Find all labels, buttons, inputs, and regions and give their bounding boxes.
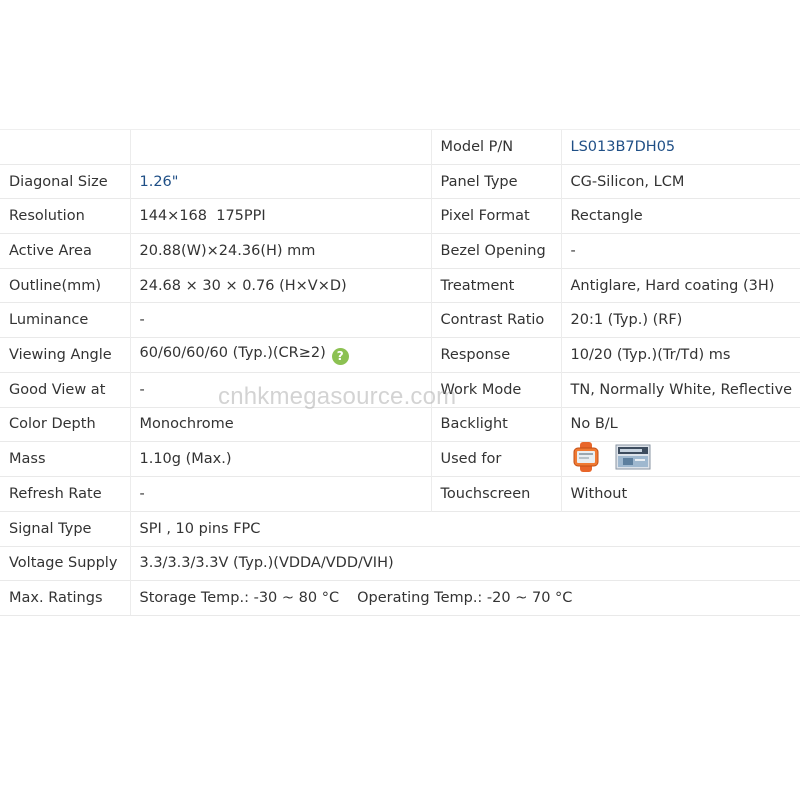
spec-label: Color Depth <box>0 407 130 442</box>
spec-value: 24.68 × 30 × 0.76 (H×V×D) <box>130 268 431 303</box>
help-icon[interactable]: ? <box>332 348 349 365</box>
spec-label: Bezel Opening <box>431 234 561 269</box>
smartwatch-icon[interactable] <box>571 442 601 476</box>
table-row <box>0 164 800 199</box>
table-row <box>0 511 800 546</box>
diagonal-size-link[interactable]: 1.26" <box>130 164 431 199</box>
spec-label: Panel Type <box>431 164 561 199</box>
table-row <box>0 477 800 512</box>
spec-value: - <box>130 303 431 338</box>
table-row <box>0 581 800 616</box>
spec-value: Rectangle <box>561 199 800 234</box>
spec-label: Max. Ratings <box>0 581 130 616</box>
spec-value: 20.88(W)×24.36(H) mm <box>130 234 431 269</box>
spec-value: 3.3/3.3/3.3V (Typ.)(VDDA/VDD/VIH) <box>130 546 800 581</box>
model-pn-link[interactable]: LS013B7DH05 <box>561 130 800 165</box>
spec-table <box>0 129 800 616</box>
table-row <box>0 199 800 234</box>
spec-value: Without <box>561 477 800 512</box>
spec-value: - <box>130 477 431 512</box>
spec-label: Outline(mm) <box>0 268 130 303</box>
spec-value-cell <box>130 581 800 616</box>
spec-label: Used for <box>431 442 561 477</box>
spec-value: 144×168 175PPI <box>130 199 431 234</box>
watermark: cnhkmegasource.com <box>218 383 457 410</box>
spec-value: 60/60/60/60 (Typ.)(CR≥2) <box>139 344 326 361</box>
spec-value: SPI , 10 pins FPC <box>130 511 800 546</box>
spec-label-empty <box>0 130 130 165</box>
spec-label: Response <box>431 338 561 373</box>
spec-label: Good View at <box>0 372 130 407</box>
spec-label: Pixel Format <box>431 199 561 234</box>
table-row <box>0 234 800 269</box>
spec-value: - <box>130 372 431 407</box>
spec-label: Diagonal Size <box>0 164 130 199</box>
spec-label: Backlight <box>431 407 561 442</box>
spec-value: 1.10g (Max.) <box>130 442 431 477</box>
spec-value: 20:1 (Typ.) (RF) <box>561 303 800 338</box>
spec-label: Contrast Ratio <box>431 303 561 338</box>
spec-label: Touchscreen <box>431 477 561 512</box>
spec-value-empty <box>130 130 431 165</box>
spec-label: Treatment <box>431 268 561 303</box>
table-row <box>0 303 800 338</box>
spec-label: Active Area <box>0 234 130 269</box>
spec-value-cell <box>130 338 431 373</box>
table-row <box>0 338 800 373</box>
spec-value: TN, Normally White, Reflective <box>561 372 800 407</box>
table-row <box>0 407 800 442</box>
spec-label: Model P/N <box>431 130 561 165</box>
spec-value: CG-Silicon, LCM <box>561 164 800 199</box>
spec-label: Refresh Rate <box>0 477 130 512</box>
spec-value: Antiglare, Hard coating (3H) <box>561 268 800 303</box>
spec-label: Mass <box>0 442 130 477</box>
spec-value: No B/L <box>561 407 800 442</box>
spec-label: Work Mode <box>431 372 561 407</box>
spec-label: Luminance <box>0 303 130 338</box>
spec-label: Signal Type <box>0 511 130 546</box>
spec-value: 10/20 (Typ.)(Tr/Td) ms <box>561 338 800 373</box>
spec-value: - <box>561 234 800 269</box>
spec-label: Viewing Angle <box>0 338 130 373</box>
display-module-icon[interactable] <box>615 443 651 475</box>
table-row <box>0 442 800 477</box>
operating-temp: Operating Temp.: -20 ~ 70 °C <box>357 590 573 607</box>
spec-label: Voltage Supply <box>0 546 130 581</box>
table-row <box>0 268 800 303</box>
used-for-icons <box>561 442 800 477</box>
table-row <box>0 546 800 581</box>
storage-temp: Storage Temp.: -30 ~ 80 °C <box>139 590 340 607</box>
spec-label: Resolution <box>0 199 130 234</box>
table-row <box>0 130 800 165</box>
spec-value: Monochrome <box>130 407 431 442</box>
